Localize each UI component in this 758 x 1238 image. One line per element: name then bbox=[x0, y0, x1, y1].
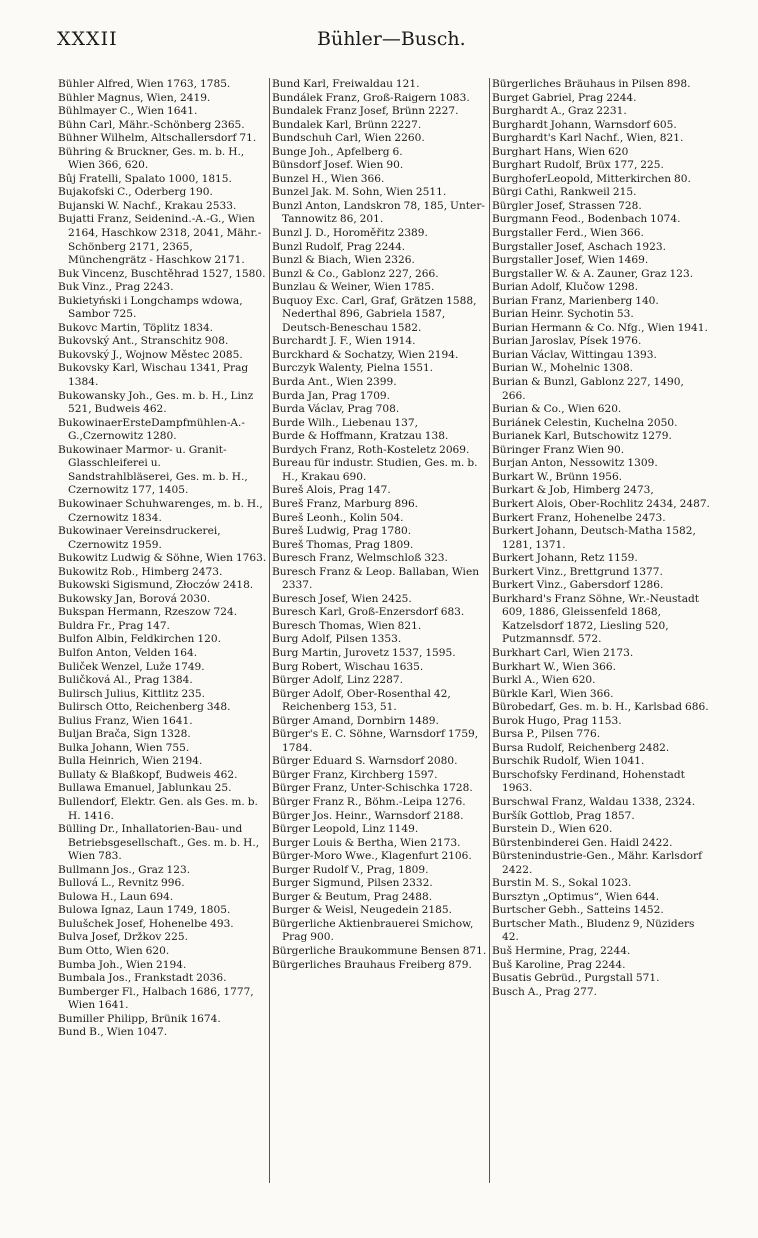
directory-entry: Burgstaller W. & A. Zauner, Graz 123. bbox=[492, 267, 694, 280]
directory-entry: Bujatti Franz, Seidenind.-A.-G., Wien 2164, Haschkow 2318, 2041, Mähr.-Schönberg 2171, 2365, Münchengrätz - Haschkow 2171. bbox=[58, 213, 262, 267]
directory-entry: Bukspan Hermann, Rzeszow 724. bbox=[58, 606, 238, 619]
directory-entry: Bureš Leonh., Kolin 504. bbox=[272, 511, 404, 524]
directory-entry: Buljan Brača, Sign 1328. bbox=[58, 728, 191, 741]
directory-entry: Bürgerliches Bräuhaus in Pilsen 898. bbox=[492, 78, 691, 90]
directory-entry: Bumba Joh., Wien 2194. bbox=[58, 958, 187, 971]
directory-entry: BukowinaerErsteDampfmühlen-A.-G.,Czernowitz 1280. bbox=[58, 416, 245, 443]
column-2 bbox=[272, 78, 488, 1188]
directory-entry: Bukovský J., Wojnow Městec 2085. bbox=[58, 348, 243, 361]
directory-entry: Burkert Johann, Deutsch-Matha 1582, 1281, 1371. bbox=[492, 525, 696, 551]
directory-entry: Burkert Johann, Retz 1159. bbox=[492, 552, 638, 565]
directory-entry: Burkert Alois, Ober-Rochlitz 2434, 2487. bbox=[492, 497, 710, 510]
directory-entry: Burian & Co., Wien 620. bbox=[492, 403, 622, 416]
directory-entry: Buliček Wenzel, Luže 1749. bbox=[58, 660, 205, 673]
directory-entry: Bunzel Jak. M. Sohn, Wien 2511. bbox=[272, 186, 447, 199]
directory-entry: Burian Hermann & Co. Nfg., Wien 1941. bbox=[492, 321, 708, 334]
directory-entry: Bukovc Martin, Töplitz 1834. bbox=[58, 321, 214, 334]
directory-entry: Bulla Heinrich, Wien 2194. bbox=[58, 755, 203, 768]
directory-entry: Bunzel H., Wien 366. bbox=[272, 172, 385, 185]
directory-entry: Burgstaller Josef, Aschach 1923. bbox=[492, 240, 666, 253]
directory-entry: Bulfon Albin, Feldkirchen 120. bbox=[58, 633, 221, 646]
directory-entry: Burian Franz, Marienberg 140. bbox=[492, 294, 659, 307]
directory-entry: Bureau für industr. Studien, Ges. m. b. H., Krakau 690. bbox=[272, 457, 478, 483]
directory-entry: Bühn Carl, Mähr.-Schönberg 2365. bbox=[58, 118, 245, 131]
directory-entry: Burg Martin, Jurovetz 1537, 1595. bbox=[272, 646, 456, 659]
directory-entry: Bürger's E. C. Söhne, Warnsdorf 1759, 1784. bbox=[272, 728, 479, 754]
directory-entry: Burtscher Math., Bludenz 9, Nüziders 42. bbox=[492, 917, 695, 944]
directory-entry: Bukowitz Ludwig & Söhne, Wien 1763. bbox=[58, 552, 267, 565]
directory-entry: Burda Jan, Prag 1709. bbox=[272, 389, 391, 402]
directory-entry: Burkhard's Franz Söhne, Wr.-Neustadt 609, 1886, Gleissenfeld 1868, Katzelsdorf 1872, Liesling 520, Putzmannsdf. 572. bbox=[492, 592, 700, 646]
directory-entry: Bürger Franz, Unter-Schischka 1728. bbox=[272, 782, 473, 795]
column-1 bbox=[58, 78, 268, 1188]
directory-entry: Burschik Rudolf, Wien 1041. bbox=[492, 755, 645, 768]
directory-entry: Burkart & Job, Himberg 2473, bbox=[492, 484, 654, 497]
directory-entry: Bureš Franz, Marburg 896. bbox=[272, 497, 419, 510]
directory-entry: Bullendorf, Elektr. Gen. als Ges. m. b. H. 1416. bbox=[58, 795, 258, 822]
directory-entry: Burger Louis & Bertha, Wien 2173. bbox=[272, 836, 461, 849]
directory-entry: BurghoferLeopold, Mitterkirchen 80. bbox=[492, 172, 691, 185]
directory-entry: Burghart Rudolf, Brüx 177, 225. bbox=[492, 159, 664, 172]
directory-entry: Bumbala Jos., Frankstadt 2036. bbox=[58, 972, 227, 985]
directory-entry: Bundalek Franz Josef, Brünn 2227. bbox=[272, 105, 459, 118]
directory-entry: Burtscher Gebh., Satteins 1452. bbox=[492, 904, 664, 917]
directory-entry: Bukovský Ant., Stranschitz 908. bbox=[58, 335, 229, 348]
page-header bbox=[55, 22, 705, 54]
directory-entry: Bunge Joh., Apfelberg 6. bbox=[272, 145, 403, 158]
directory-entry: Burde Wilh., Liebenau 137, bbox=[272, 416, 418, 429]
directory-entry: Bureš Alois, Prag 147. bbox=[272, 484, 391, 497]
directory-entry: Bulowa H., Laun 694. bbox=[58, 890, 174, 903]
directory-entry: Buresch Karl, Groß-Enzersdorf 683. bbox=[272, 606, 465, 619]
directory-entry: Bukowinaer Schuhwarenges, m. b. H., Czernowitz 1834. bbox=[58, 497, 263, 524]
directory-entry: Bulius Franz, Wien 1641. bbox=[58, 714, 193, 727]
directory-entry: Burget Gabriel, Prag 2244. bbox=[492, 91, 637, 104]
directory-entry: Bukowansky Joh., Ges. m. b. H., Linz 521, Budweis 462. bbox=[58, 389, 254, 416]
directory-entry: Bunzl & Biach, Wien 2326. bbox=[272, 254, 415, 267]
directory-entry: Burger & Weisl, Neugedein 2185. bbox=[272, 904, 452, 917]
directory-entry: Burkert Franz, Hohenelbe 2473. bbox=[492, 511, 666, 524]
directory-entry: Burkl A., Wien 620. bbox=[492, 674, 596, 687]
directory-entry: Bürobedarf, Ges. m. b. H., Karlsbad 686. bbox=[492, 701, 709, 714]
directory-entry: Bumberger Fl., Halbach 1686, 1777, Wien 1641. bbox=[58, 985, 254, 1012]
directory-entry: Bülling Dr., Inhallatorien-Bau- und Betriebsgesellschaft., Ges. m. b. H., Wien 783. bbox=[58, 823, 260, 863]
directory-entry: Burger Sigmund, Pilsen 2332. bbox=[272, 877, 433, 890]
column-divider bbox=[269, 78, 270, 1183]
directory-entry: Buš Hermine, Prag, 2244. bbox=[492, 945, 631, 957]
directory-entry: Bühler Magnus, Wien, 2419. bbox=[58, 91, 211, 104]
directory-entry: Bünsdorf Josef. Wien 90. bbox=[272, 159, 404, 172]
directory-entry: Burian Václav, Wittingau 1393. bbox=[492, 348, 657, 361]
directory-entry: Bühlmayer C., Wien 1641. bbox=[58, 105, 198, 118]
directory-entry: Buš Karoline, Prag 2244. bbox=[492, 958, 626, 971]
directory-entry: Burda Ant., Wien 2399. bbox=[272, 376, 397, 389]
directory-entry: Burkart W., Brünn 1956. bbox=[492, 470, 623, 483]
directory-entry: Bunzl Rudolf, Prag 2244. bbox=[272, 240, 406, 253]
directory-entry: Buresch Franz & Leop. Ballaban, Wien 2337. bbox=[272, 565, 480, 592]
directory-entry: Bujakofski C., Oderberg 190. bbox=[58, 186, 213, 199]
directory-entry: Bukowitz Rob., Himberg 2473. bbox=[58, 565, 223, 578]
directory-entry: Bürgler Josef, Strassen 728. bbox=[492, 199, 642, 212]
directory-entry: Bûj Fratelli, Spalato 1000, 1815. bbox=[58, 172, 232, 185]
page-number: XXXII bbox=[57, 28, 118, 50]
column-3 bbox=[492, 78, 710, 1188]
directory-entry: Burde & Hoffmann, Kratzau 138. bbox=[272, 430, 449, 443]
directory-entry: Bursztyn „Optimus“, Wien 644. bbox=[492, 890, 660, 903]
directory-entry: Buresch Thomas, Wien 821. bbox=[272, 619, 422, 632]
directory-entry: Burian Adolf, Klučow 1298. bbox=[492, 281, 639, 294]
directory-entry: Bürstenindustrie-Gen., Mähr. Karlsdorf 2422. bbox=[492, 850, 703, 876]
directory-entry: Bukowinaer Marmor- u. Granit-Glasschleiferei u. Sandstrahlbläserei, Ges. m. b. H., Czernowitz 177, 1405. bbox=[58, 443, 248, 497]
directory-entry: Bunzl & Co., Gablonz 227, 266. bbox=[272, 267, 439, 280]
directory-entry: Buršík Gottlob, Prag 1857. bbox=[492, 809, 635, 822]
directory-entry: Burkert Vinz., Gabersdorf 1286. bbox=[492, 579, 664, 592]
directory-entry: Busch A., Prag 277. bbox=[492, 985, 597, 998]
directory-entry: Bürger Eduard S. Warnsdorf 2080. bbox=[272, 755, 458, 768]
directory-entry: Bunzlau & Weiner, Wien 1785. bbox=[272, 281, 435, 294]
directory-entry: Bulušchek Josef, Hohenelbe 493. bbox=[58, 917, 234, 930]
directory-entry: Burschwal Franz, Waldau 1338, 2324. bbox=[492, 795, 696, 808]
directory-entry: Bund B., Wien 1047. bbox=[58, 1026, 168, 1039]
directory-entry: Burger & Beutum, Prag 2488. bbox=[272, 890, 433, 903]
directory-entry: Bureš Thomas, Prag 1809. bbox=[272, 538, 414, 551]
directory-entry: Buldra Fr., Prag 147. bbox=[58, 619, 170, 632]
directory-entry: Bürger-Moro Wwe., Klagenfurt 2106. bbox=[272, 850, 472, 863]
directory-entry: Buličková Al., Prag 1384. bbox=[58, 674, 193, 687]
directory-entry: Bundálek Franz, Groß-Raigern 1083. bbox=[272, 91, 470, 104]
directory-entry: Burdych Franz, Roth-Kosteletz 2069. bbox=[272, 443, 470, 456]
directory-entry: Bundalek Karl, Brünn 2227. bbox=[272, 118, 422, 131]
directory-entry: Bum Otto, Wien 620. bbox=[58, 945, 170, 957]
directory-entry: Bürger Adolf, Linz 2287. bbox=[272, 674, 403, 687]
directory-entry: Bürgerliche Braukommune Bensen 871. bbox=[272, 945, 487, 957]
directory-entry: Burkert Vinz., Brettgrund 1377. bbox=[492, 565, 663, 578]
directory-entry: Bürgerliches Brauhaus Freiberg 879. bbox=[272, 958, 472, 971]
directory-entry: Bukovsky Karl, Wischau 1341, Prag 1384. bbox=[58, 362, 249, 389]
directory-entry: Buresch Franz, Welmschloß 323. bbox=[272, 552, 448, 565]
directory-entry: Buresch Josef, Wien 2425. bbox=[272, 592, 412, 605]
directory-entry: Bullawa Emanuel, Jablunkau 25. bbox=[58, 782, 232, 795]
directory-entry: Buriánek Celestin, Kuchelna 2050. bbox=[492, 416, 678, 429]
directory-entry: Burger Rudolf V., Prag, 1809. bbox=[272, 863, 429, 876]
directory-entry: Bühring & Bruckner, Ges. m. b. H., Wien 366, 620. bbox=[58, 145, 245, 172]
directory-entry: Burghart Hans, Wien 620 bbox=[492, 145, 629, 158]
directory-entry: Bulirsch Julius, Kittlitz 235. bbox=[58, 687, 206, 700]
directory-entry: Bulirsch Otto, Reichenberg 348. bbox=[58, 701, 231, 714]
directory-entry: Bumiller Philipp, Brünik 1674. bbox=[58, 1012, 221, 1025]
directory-entry: Bulowa Ignaz, Laun 1749, 1805. bbox=[58, 904, 231, 917]
directory-entry: Bukowsky Jan, Borová 2030. bbox=[58, 592, 211, 605]
directory-entry: Bureš Ludwig, Prag 1780. bbox=[272, 525, 412, 538]
directory-entry: Burjan Anton, Nessowitz 1309. bbox=[492, 457, 658, 470]
directory-entry: Burgstaller Ferd., Wien 366. bbox=[492, 227, 644, 240]
directory-entry: Bürkle Karl, Wien 366. bbox=[492, 687, 614, 700]
directory-entry: Bujanski W. Nachf., Krakau 2533. bbox=[58, 199, 237, 212]
directory-entry: Burghardt Johann, Warnsdorf 605. bbox=[492, 118, 677, 131]
directory-entry: Buk Vincenz, Buschtěhrad 1527, 1580. bbox=[58, 267, 266, 280]
directory-entry: Burczyk Walenty, Pielna 1551. bbox=[272, 362, 434, 375]
directory-entry: Bursa Rudolf, Reichenberg 2482. bbox=[492, 741, 670, 754]
directory-entry: Burstin M. S., Sokal 1023. bbox=[492, 877, 632, 890]
directory-entry: Burghardt's Karl Nachf., Wien, 821. bbox=[492, 132, 684, 145]
directory-entry: Busatis Gebrüd., Purgstall 571. bbox=[492, 972, 660, 985]
directory-entry: Bürger Amand, Dornbirn 1489. bbox=[272, 714, 439, 727]
directory-entry: Burstein D., Wien 620. bbox=[492, 823, 613, 836]
directory-entry: Burkhart Carl, Wien 2173. bbox=[492, 646, 634, 659]
directory-entry: Bürger Franz, Kirchberg 1597. bbox=[272, 768, 438, 781]
directory-entry: Burghardt A., Graz 2231. bbox=[492, 105, 627, 118]
directory-entry: Burian & Bunzl, Gablonz 227, 1490, 266. bbox=[492, 376, 684, 402]
directory-entry: Bulka Johann, Wien 755. bbox=[58, 741, 190, 754]
directory-entry: Bürgi Cathi, Rankweil 215. bbox=[492, 186, 637, 199]
directory-entry: Bürstenbinderei Gen. Haidl 2422. bbox=[492, 836, 673, 849]
directory-entry: Bundschuh Carl, Wien 2260. bbox=[272, 132, 425, 145]
directory-entry: Bürger Franz R., Böhm.-Leipa 1276. bbox=[272, 795, 466, 808]
directory-entry: Burian Jaroslav, Písek 1976. bbox=[492, 335, 642, 348]
directory-entry: Bulva Josef, Držkov 225. bbox=[58, 931, 188, 944]
directory-entry: Bunzl Anton, Landskron 78, 185, Unter-Tannowitz 86, 201. bbox=[272, 199, 485, 226]
directory-entry: Burgstaller Josef, Wien 1469. bbox=[492, 254, 649, 267]
directory-entry: Buk Vinz., Prag 2243. bbox=[58, 281, 174, 294]
directory-entry: Burkhart W., Wien 366. bbox=[492, 660, 616, 673]
directory-entry: Burok Hugo, Prag 1153. bbox=[492, 714, 622, 727]
directory-entry: Bühner Wilhelm, Altschallersdorf 71. bbox=[58, 132, 257, 145]
directory-entry: Bürger Adolf, Ober-Rosenthal 42, Reichenberg 153, 51. bbox=[272, 687, 451, 714]
directory-entry: Bürgerliche Aktienbrauerei Smichow, Prag 900. bbox=[272, 917, 474, 944]
directory-entry: Bukowinaer Vereinsdruckerei, Czernowitz 1959. bbox=[58, 525, 221, 551]
directory-entry: Burg Robert, Wischau 1635. bbox=[272, 660, 424, 673]
directory-entry: Burchardt J. F., Wien 1914. bbox=[272, 335, 416, 348]
directory-entry: Bund Karl, Freiwaldau 121. bbox=[272, 78, 420, 90]
directory-entry: Bürger Leopold, Linz 1149. bbox=[272, 823, 419, 836]
directory-entry: Büringer Franz Wien 90. bbox=[492, 443, 625, 456]
running-title: Bühler—Busch. bbox=[317, 28, 466, 50]
directory-entry: Burda Václav, Prag 708. bbox=[272, 403, 400, 416]
directory-entry: Bunzl J. D., Horoměřitz 2389. bbox=[272, 227, 428, 240]
directory-entry: Bürger Jos. Heinr., Warnsdorf 2188. bbox=[272, 809, 464, 822]
directory-entry: Bullaty & Blaßkopf, Budweis 462. bbox=[58, 768, 238, 781]
directory-entry: Burg Adolf, Pilsen 1353. bbox=[272, 633, 402, 646]
directory-entry: Bulfon Anton, Velden 164. bbox=[58, 646, 198, 659]
column-divider bbox=[489, 78, 490, 1183]
directory-entry: Buquoy Exc. Carl, Graf, Grätzen 1588, Nederthal 896, Gabriela 1587, Deutsch-Beneschau 1582. bbox=[272, 294, 477, 334]
directory-entry: Burschofsky Ferdinand, Hohenstadt 1963. bbox=[492, 768, 685, 795]
directory-entry: Burianek Karl, Butschowitz 1279. bbox=[492, 430, 672, 443]
directory-entry: Bukietyński i Longchamps wdowa, Sambor 725. bbox=[58, 294, 243, 321]
directory-entry: Burian Heinr. Sychotin 53. bbox=[492, 308, 634, 321]
directory-entry: Bühler Alfred, Wien 1763, 1785. bbox=[58, 78, 231, 90]
directory-entry: Bullmann Jos., Graz 123. bbox=[58, 863, 191, 876]
directory-entry: Bursa P., Pilsen 776. bbox=[492, 728, 601, 741]
directory-columns bbox=[58, 78, 708, 1188]
directory-entry: Bullová L., Revnitz 996. bbox=[58, 877, 185, 890]
directory-entry: Bukowski Sigismund, Złoczów 2418. bbox=[58, 579, 254, 592]
directory-entry: Burgmann Feod., Bodenbach 1074. bbox=[492, 213, 681, 226]
directory-entry: Burian W., Mohelnic 1308. bbox=[492, 362, 634, 375]
directory-entry: Burckhard & Sochatzy, Wien 2194. bbox=[272, 348, 459, 361]
